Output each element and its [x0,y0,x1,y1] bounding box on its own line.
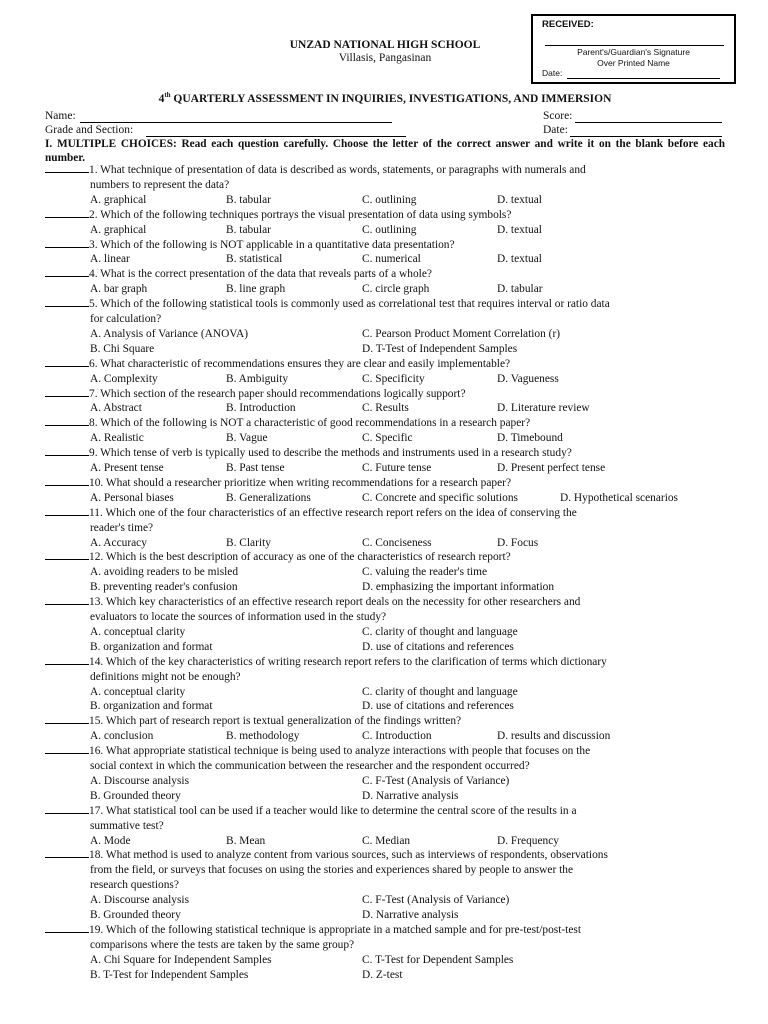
options-row [45,774,725,789]
signature-label-2: Over Printed Name [597,58,670,68]
answer-blank[interactable] [45,804,89,814]
option-b: B. T-Test for Independent Samples [90,968,249,981]
options-row [45,729,725,744]
question-text: 1. What technique of presentation of data is described as words, statements, or paragraphs with numerals and [89,164,586,176]
question-text-continued: summative test? [90,819,164,832]
option-c: C. outlining [362,193,417,206]
option-d: D. use of citations and references [362,700,514,713]
option-c: C. Concrete and specific solutions [362,491,518,504]
question-stem [45,714,725,729]
answer-blank[interactable] [45,714,89,724]
option-c: C. circle graph [362,283,430,296]
option-c: C. Specificity [362,372,425,385]
options-row [45,252,725,267]
answer-blank[interactable] [45,550,89,560]
options-row [45,640,725,655]
signature-label-1: Parent's/Guardian's Signature [577,47,690,57]
option-d: D. textual [497,193,542,206]
option-b: B. statistical [226,253,283,266]
question-stem [45,848,725,863]
answer-blank[interactable] [45,163,89,173]
option-b: B. tabular [226,193,271,206]
options-row [45,282,725,297]
options-row [45,908,725,923]
option-c: C. Results [362,402,409,415]
option-b: B. Introduction [226,402,296,415]
options-row [45,699,725,714]
question-text: 6. What characteristic of recommendations ensures they are clear and easily implementable? [89,357,511,370]
option-c: C. clarity of thought and language [362,625,518,638]
option-a: A. graphical [90,223,147,236]
options-row [45,789,725,804]
name-label: Name: [45,110,76,122]
question-text: 7. Which section of the research paper should recommendations logically support? [89,387,466,400]
received-date-label: Date: [542,68,563,78]
option-a: A. graphical [90,193,147,206]
question-stem [45,267,725,282]
option-b: B. Chi Square [90,342,155,355]
option-c: C. Specific [362,432,413,445]
question-text: 17. What statistical tool can be used if a teacher would like to determine the central score of the results in a [89,804,577,817]
option-c: C. outlining [362,223,417,236]
question-stem [45,550,725,565]
exam-title [40,91,730,105]
options-row [45,461,725,476]
option-d: D. Frequency [497,834,559,847]
question-text: 10. What should a researcher prioritize when writing recommendations for a research paper? [89,476,512,489]
question-text: 18. What method is used to analyze content from various sources, such as interviews of respondents, observations [89,849,608,862]
option-a: A. Abstract [90,402,142,415]
option-b: B. preventing reader's confusion [90,581,238,594]
question-text-continued: social context in which the communication between the researcher and the respondent occurred? [90,760,530,772]
school-location: Villasis, Pangasinan [338,52,432,64]
option-a: A. Realistic [90,432,144,445]
question-text: 4. What is the correct presentation of the data that reveals parts of a whole? [89,268,432,281]
question-7 [45,387,725,417]
question-12 [45,550,725,595]
options-row [45,342,725,357]
question-11 [45,506,725,551]
question-stem [45,655,725,670]
option-b: B. line graph [226,283,286,296]
question-stem [45,506,725,521]
option-a: A. conclusion [90,730,154,743]
option-a: A. Accuracy [90,536,147,549]
options-row [45,834,725,849]
option-c: C. Median [362,834,411,847]
options-row [45,685,725,700]
question-text: 12. Which is the best description of accuracy as one of the characteristics of research report? [89,551,511,564]
received-title: RECEIVED: [542,19,594,30]
question-stem [45,923,725,938]
option-c: C. valuing the reader's time [362,566,488,579]
answer-blank[interactable] [45,267,89,277]
question-text: 5. Which of the following statistical tools is commonly used as correlational test that requires interval or ratio data [89,298,610,311]
question-text-continued: reader's time? [90,521,154,534]
option-c: C. clarity of thought and language [362,685,518,698]
options-row [45,968,725,983]
question-stem [45,804,725,819]
question-1 [45,163,725,208]
answer-blank[interactable] [45,655,89,665]
options-row [45,327,725,342]
question-text-continued: definitions might not be enough? [90,670,241,683]
option-d: D. Vagueness [497,372,559,385]
option-a: A. conceptual clarity [90,685,186,698]
question-16 [45,744,725,804]
option-a: A. Chi Square for Independent Samples [90,953,272,966]
question-18 [45,848,725,923]
question-stem [45,297,725,312]
option-a: A. Discourse analysis [90,774,190,787]
option-a: A. Personal biases [90,491,174,504]
question-2 [45,208,725,238]
option-b: B. tabular [226,223,271,236]
question-stem [45,476,725,491]
option-b: B. Ambiguity [226,372,289,385]
question-8 [45,416,725,446]
option-d: D. tabular [497,283,543,296]
option-a: A. avoiding readers to be misled [90,566,239,579]
option-c: C. F-Test (Analysis of Variance) [362,774,510,787]
answer-blank[interactable] [45,923,89,933]
grade-section-field[interactable] [146,136,406,137]
options-row [45,536,725,551]
options-row [45,893,725,908]
options-row [45,625,725,640]
option-c: C. Conciseness [362,536,432,549]
option-d: D. Z-test [362,968,403,981]
answer-blank[interactable] [45,238,89,248]
option-d: D. Focus [497,536,539,549]
options-row [45,401,725,416]
question-stem [45,387,725,402]
question-text: 15. Which part of research report is textual generalization of the findings written? [89,715,462,728]
answer-blank[interactable] [45,416,89,426]
option-a: A. bar graph [90,283,148,296]
question-text: 3. Which of the following is NOT applicable in a quantitative data presentation? [89,238,455,251]
option-b: B. methodology [226,730,300,743]
options-row [45,580,725,595]
answer-blank[interactable] [45,595,89,605]
option-d: D. Narrative analysis [362,789,459,802]
option-c: C. T-Test for Dependent Samples [362,953,514,966]
question-stem [45,163,725,178]
option-b: B. Clarity [226,536,271,549]
date-label: Date: [543,124,568,136]
option-b: B. organization and format [90,700,213,713]
option-b: B. Mean [226,834,266,847]
answer-blank[interactable] [45,476,89,486]
grade-section-label: Grade and Section: [45,124,134,136]
option-b: B. organization and format [90,640,213,653]
option-d: D. results and discussion [497,730,611,743]
option-d: D. Narrative analysis [362,909,459,921]
option-d: D. textual [497,253,542,266]
question-13 [45,595,725,655]
option-a: A. linear [90,253,130,266]
option-c: C. Pearson Product Moment Correlation (r) [362,327,561,340]
option-d: D. Literature review [497,402,590,415]
options-row [45,953,725,968]
option-a: A. Analysis of Variance (ANOVA) [90,327,249,340]
answer-blank[interactable] [45,387,89,397]
signature-line [545,45,724,46]
option-c: C. numerical [362,253,421,266]
question-text-continued: comparisons where the tests are taken by the same group? [90,938,355,951]
question-15 [45,714,725,744]
question-text-continued: for calculation? [90,313,162,325]
exam-number-suffix: th [164,91,171,99]
option-a: A. Present tense [90,462,164,474]
question-text-continued: research questions? [90,879,179,892]
options-row [45,491,725,506]
answer-blank[interactable] [45,297,89,307]
option-a: A. Mode [90,834,131,847]
answer-blank[interactable] [45,208,89,218]
question-text: 19. Which of the following statistical technique is appropriate in a matched sample and for pre-test/post-test [89,923,581,936]
question-stem [45,416,725,431]
question-text-continued: evaluators to locate the sources of information used in the study? [90,611,387,623]
score-field[interactable] [575,122,722,123]
answer-blank[interactable] [45,848,89,858]
option-d: D. T-Test of Independent Samples [362,342,518,355]
question-10 [45,476,725,506]
question-text: 16. What appropriate statistical technique is being used to analyze interactions with people that focuses on the [89,745,591,758]
option-d: D. Hypothetical scenarios [560,491,678,504]
option-d: D. Present perfect tense [497,462,606,474]
options-row [45,565,725,580]
name-field[interactable] [80,122,392,123]
option-b: B. Grounded theory [90,909,181,921]
exam-number: 4 [158,92,165,105]
option-a: A. conceptual clarity [90,625,186,638]
question-stem [45,744,725,759]
question-stem [45,208,725,223]
question-text: 11. Which one of the four characteristics of an effective research report refers on the idea of conserving the [89,506,577,519]
signature-label [533,47,734,69]
question-text: 2. Which of the following techniques portrays the visual presentation of data using symbols? [89,208,512,221]
option-d: D. use of citations and references [362,640,514,653]
question-5 [45,297,725,357]
option-a: A. Discourse analysis [90,894,190,907]
answer-blank[interactable] [45,446,89,456]
option-b: B. Generalizations [226,491,311,504]
question-text: 9. Which tense of verb is typically used to describe the methods and instruments used in a research study? [89,447,572,460]
option-a: A. Complexity [90,372,158,385]
options-row [45,223,725,238]
option-c: C. Introduction [362,730,432,743]
option-b: B. Grounded theory [90,789,181,802]
option-d: D. Timebound [497,432,563,445]
answer-blank[interactable] [45,744,89,754]
question-19 [45,923,725,983]
option-b: B. Past tense [226,462,285,474]
date-field[interactable] [570,136,722,137]
question-14 [45,655,725,715]
options-row [45,372,725,387]
question-stem [45,446,725,461]
question-stem [45,595,725,610]
option-c: C. F-Test (Analysis of Variance) [362,894,510,907]
question-6 [45,357,725,387]
question-3 [45,238,725,268]
question-text-continued: from the field, or surveys that focuses on using the stories and experiences shared by people to answer the [90,864,574,877]
score-label: Score: [543,110,573,122]
option-c: C. Future tense [362,462,432,474]
question-stem [45,238,725,253]
options-row [45,193,725,208]
answer-blank[interactable] [45,506,89,516]
option-b: B. Vague [226,432,268,445]
question-text-continued: numbers to represent the data? [90,178,230,191]
exam-title-text: QUARTERLY ASSESSMENT IN INQUIRIES, INVESTIGATIONS, AND IMMERSION [170,92,612,105]
question-text: 13. Which key characteristics of an effective research report deals on the necessity for other researchers and [89,596,581,609]
received-date-line [567,78,720,79]
options-row [45,431,725,446]
question-9 [45,446,725,476]
school-name: UNZAD NATIONAL HIGH SCHOOL [289,39,481,51]
question-4 [45,267,725,297]
instructions: I. MULTIPLE CHOICES: Read each question carefully. Choose the letter of the correct answer and write it on the blank before each number. [45,138,725,164]
question-text: 8. Which of the following is NOT a characteristic of good recommendations in a research paper? [89,417,531,430]
question-17 [45,804,725,849]
option-d: D. emphasizing the important information [362,581,555,594]
received-box [531,14,736,84]
question-text: 14. Which of the key characteristics of writing research report refers to the clarification of terms which dictionary [89,655,607,668]
answer-blank[interactable] [45,357,89,367]
option-d: D. textual [497,223,542,236]
question-stem [45,357,725,372]
